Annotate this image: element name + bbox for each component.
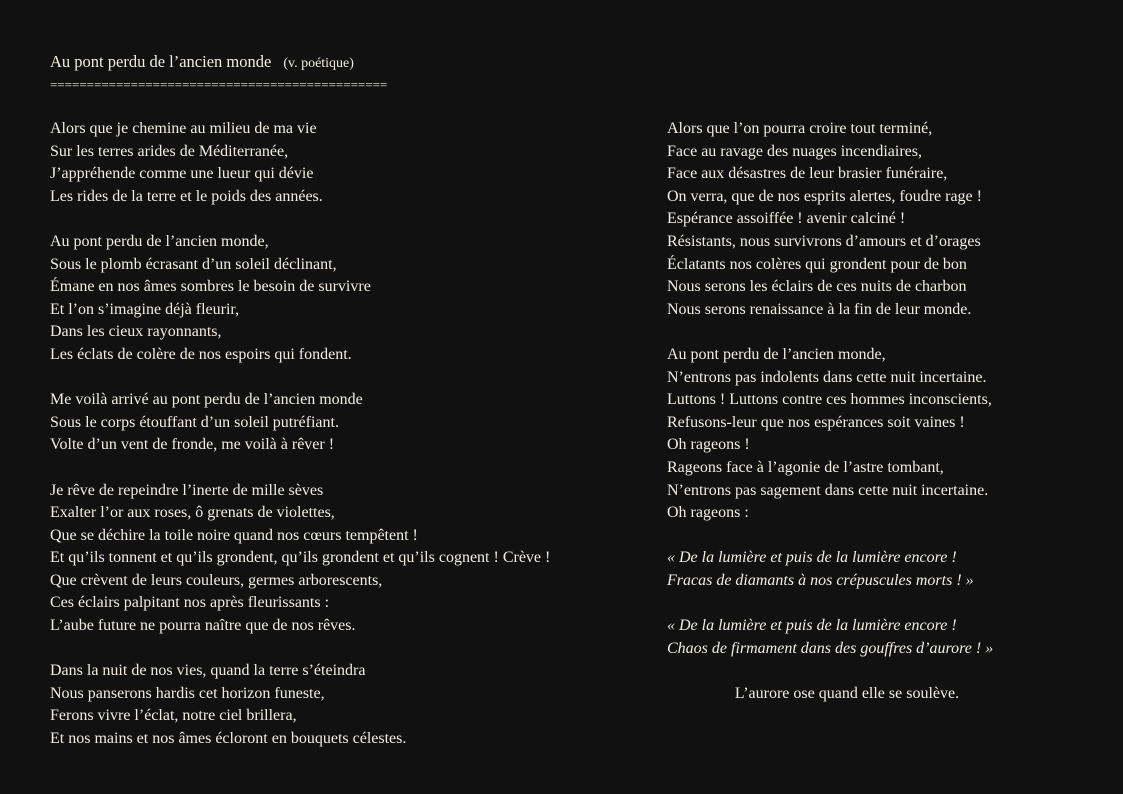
verse-line: Que crèvent de leurs couleurs, germes arborescents,: [50, 571, 383, 589]
verse-line: J’appréhende comme une lueur qui dévie: [50, 165, 314, 183]
verse-line: Dans les cieux rayonnants,: [50, 323, 222, 341]
verse-line: Chaos de firmament dans des gouffres d’aurore ! »: [667, 639, 994, 657]
closing-line: L’aurore ose quand elle se soulève.: [734, 684, 960, 702]
title-rule: ==============================================: [50, 77, 388, 92]
verse-line: Dans la nuit de nos vies, quand la terre s’éteindra: [50, 662, 366, 680]
verse-line: Nous panserons hardis cet horizon funeste,: [50, 684, 325, 702]
poem-subtitle: (v. poétique): [283, 56, 354, 71]
verse-line: Émane en nos âmes sombres le besoin de survivre: [50, 278, 371, 296]
verse-line: Ces éclairs palpitant nos après fleurissants :: [50, 594, 330, 612]
stanza: [50, 389, 630, 457]
stanza: [50, 480, 630, 638]
verse-line: Face au ravage des nuages incendiaires,: [667, 142, 922, 160]
verse-line: Les rides de la terre et le poids des années.: [50, 187, 323, 205]
verse-line: Rageons face à l’agonie de l’astre tombant,: [667, 458, 944, 476]
stanza: [667, 615, 1087, 660]
verse-line: Sous le plomb écrasant d’un soleil déclinant,: [50, 255, 337, 273]
verse-line: Alors que l’on pourra croire tout terminé,: [667, 120, 933, 137]
verse-line: Et l’on s’imagine déjà fleurir,: [50, 300, 240, 318]
verse-line: Je rêve de repeindre l’inerte de mille sèves: [50, 481, 324, 499]
poem-title: Au pont perdu de l’ancien monde: [50, 52, 272, 71]
verse-line: « De la lumière et puis de la lumière encore !: [667, 617, 957, 635]
stanza: [50, 660, 630, 750]
right-column: [667, 118, 1087, 705]
verse-line: Espérance assoiffée ! avenir calciné !: [667, 210, 906, 228]
verse-line: Au pont perdu de l’ancien monde,: [50, 232, 269, 250]
verse-line: Luttons ! Luttons contre ces hommes inconscients,: [667, 391, 992, 409]
left-column: [50, 118, 630, 773]
verse-line: Éclatants nos colères qui grondent pour de bon: [667, 255, 967, 273]
verse-line: On verra, que de nos esprits alertes, foudre rage !: [667, 187, 982, 205]
stanza: [667, 547, 1087, 592]
verse-line: Les éclats de colère de nos espoirs qui fondent.: [50, 345, 352, 363]
poem-header: [50, 51, 610, 94]
verse-line: Face aux désastres de leur brasier funéraire,: [667, 165, 948, 183]
stanza: [50, 118, 630, 208]
verse-line: Me voilà arrivé au pont perdu de l’ancien monde: [50, 391, 363, 409]
stanza: [50, 231, 630, 367]
verse-line: N’entrons pas indolents dans cette nuit incertaine.: [667, 368, 987, 386]
verse-line: Sous le corps étouffant d’un soleil putréfiant.: [50, 413, 339, 431]
verse-line: Nous serons renaissance à la fin de leur monde.: [667, 300, 972, 318]
verse-line: Et nos mains et nos âmes écloront en bouquets célestes.: [50, 730, 407, 748]
verse-line: Nous serons les éclairs de ces nuits de charbon: [667, 278, 967, 296]
verse-line: « De la lumière et puis de la lumière encore !: [667, 549, 957, 567]
verse-line: Au pont perdu de l’ancien monde,: [667, 345, 886, 363]
verse-line: Que se déchire la toile noire quand nos cœurs tempêtent !: [50, 526, 418, 544]
verse-line: Ferons vivre l’éclat, notre ciel brillera,: [50, 707, 297, 725]
verse-line: Sur les terres arides de Méditerranée,: [50, 142, 289, 160]
title-line: [50, 51, 610, 75]
verse-line: Alors que je chemine au milieu de ma vie: [50, 120, 317, 137]
verse-line: Refusons-leur que nos espérances soit vaines !: [667, 413, 965, 431]
verse-line: Résistants, nous survivrons d’amours et d’orages: [667, 232, 981, 250]
verse-line: Oh rageons :: [667, 504, 749, 522]
stanza: [667, 344, 1087, 525]
verse-line: N’entrons pas sagement dans cette nuit incertaine.: [667, 481, 989, 499]
verse-line: Et qu’ils tonnent et qu’ils grondent, qu’ils grondent et qu’ils cognent ! Crève !: [50, 549, 551, 567]
stanza: [667, 118, 1087, 321]
verse-line: Fracas de diamants à nos crépuscules morts ! »: [667, 571, 974, 589]
verse-line: Volte d’un vent de fronde, me voilà à rêver !: [50, 436, 335, 454]
verse-line: Oh rageons !: [667, 436, 750, 454]
verse-line: L’aube future ne pourra naître que de nos rêves.: [50, 617, 356, 635]
verse-line: Exalter l’or aux roses, ô grenats de violettes,: [50, 504, 335, 522]
